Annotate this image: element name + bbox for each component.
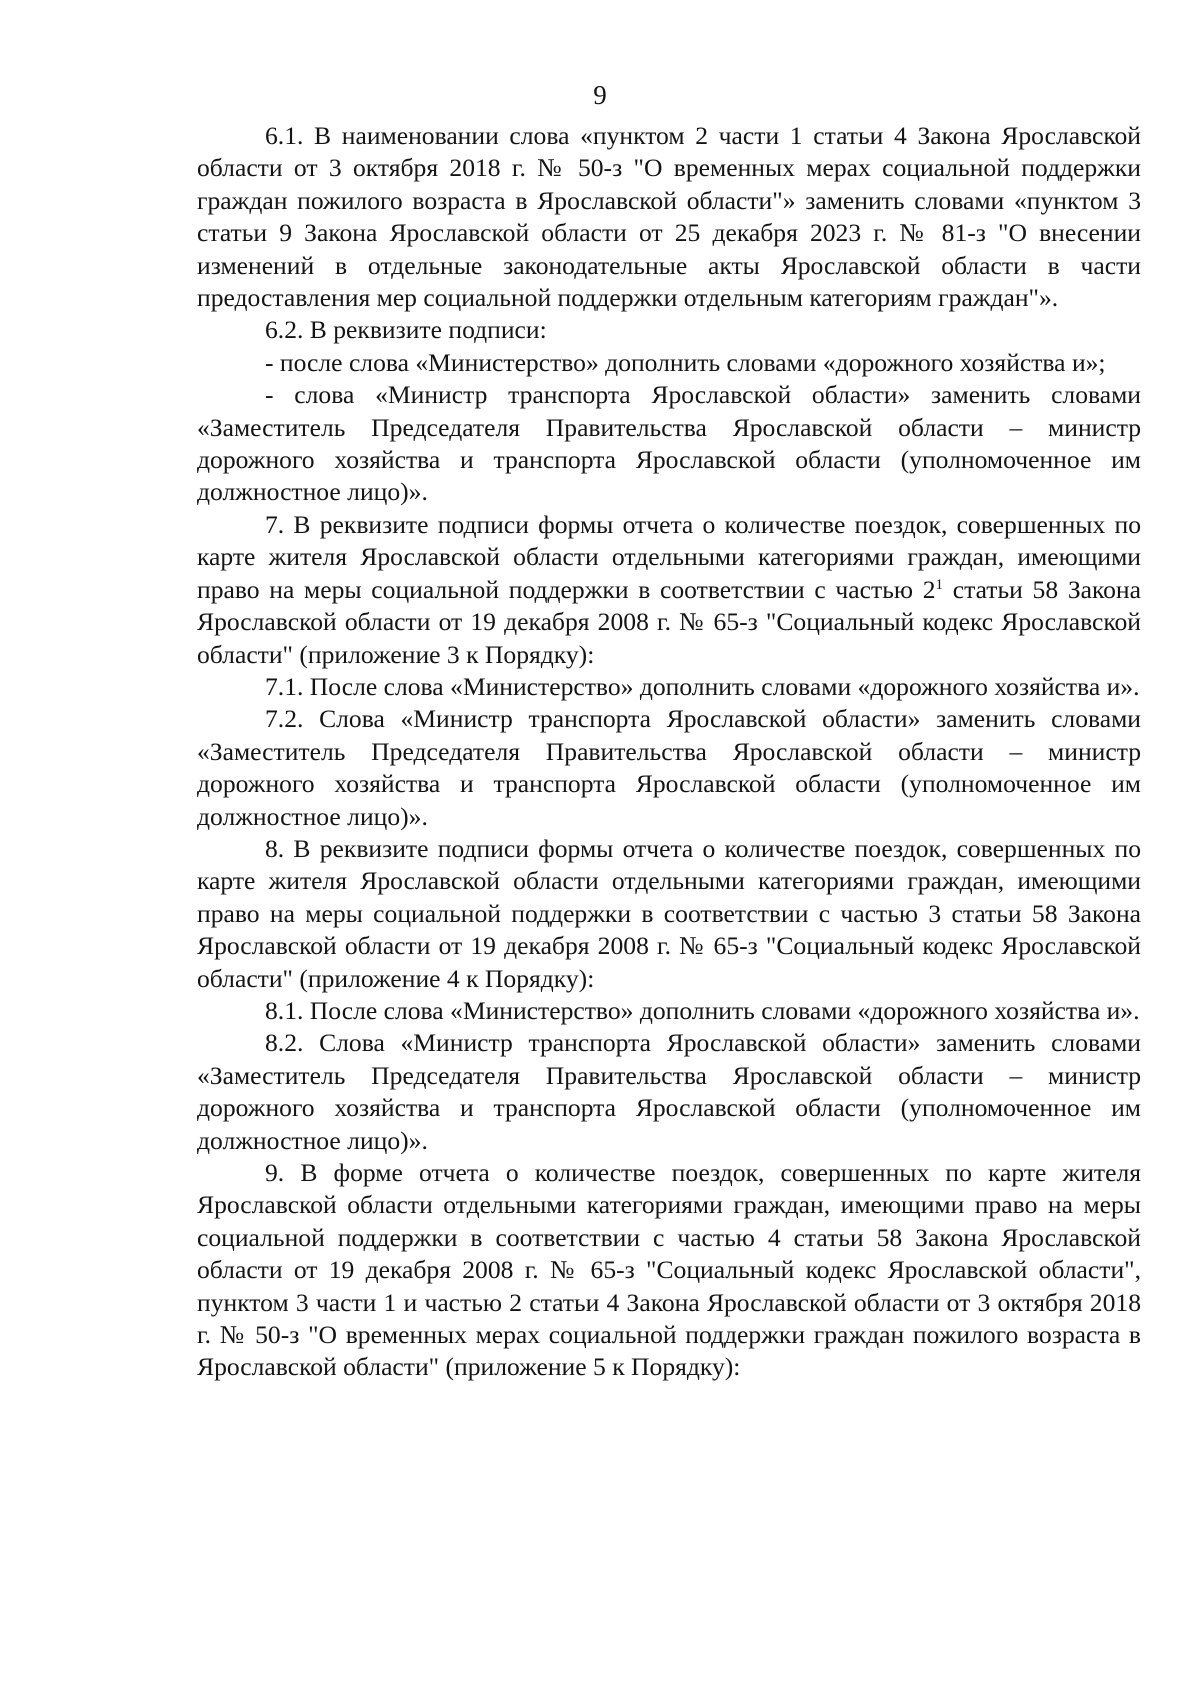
superscript-one: 1 xyxy=(935,576,943,593)
paragraph-7-2: 7.2. Слова «Министр транспорта Ярославской области» заменить словами «Заместитель Председателя Правительства Ярославской области – министр дорожного хозяйства и транспорта Ярославской области (уполномоченное им должностное лицо)». xyxy=(197,704,1141,831)
paragraph-6-2-item-1: - после слова «Министерство» дополнить словами «дорожного хозяйства и»; xyxy=(265,347,1106,377)
paragraph-6-1: 6.1. В наименовании слова «пунктом 2 части 1 статьи 4 Закона Ярославской области от 3 октября 2018 г. № 50-з "О временных мерах социальной поддержки граждан пожилого возраста в Ярославской области"» заменить словами «пунктом 3 статьи 9 Закона Ярославской области от 25 декабря 2023 г. № 81-з "О внесении изменений в отдельные законодательные акты Ярославской области в части предоставления мер социальной поддержки отдельным категориям граждан"». xyxy=(197,121,1141,313)
paragraph-7-text-start: 7. В реквизите подписи формы отчета о количестве поездок, совершенных по карте жителя Ярославской области отдельными категориями граждан, имеющими право на меры социальной поддержки в соответствии с частью 2 xyxy=(197,509,1141,604)
paragraph-8-2: 8.2. Слова «Министр транспорта Ярославской области» заменить словами «Заместитель Председателя Правительства Ярославской области – министр дорожного хозяйства и транспорта Ярославской области (уполномоченное им должностное лицо)». xyxy=(197,1028,1141,1155)
document-body xyxy=(197,120,1141,1384)
page-number: 9 xyxy=(593,80,607,110)
paragraph-8-1: 8.1. После слова «Министерство» дополнить словами «дорожного хозяйства и». xyxy=(265,995,1140,1025)
paragraph-9: 9. В форме отчета о количестве поездок, совершенных по карте жителя Ярославской области отдельными категориями граждан, имеющими право на меры социальной поддержки в соответствии с частью 4 статьи 58 Закона Ярославской области от 19 декабря 2008 г. № 65-з "Социальный кодекс Ярославской области", пунктом 3 части 1 и частью 2 статьи 4 Закона Ярославской области от 3 октября 2018 г. № 50-з "О временных мерах социальной поддержки граждан пожилого возраста в Ярославской области" (приложение 5 к Порядку): xyxy=(197,1158,1141,1382)
paragraph-7-1: 7.1. После слова «Министерство» дополнить словами «дорожного хозяйства и». xyxy=(265,671,1140,701)
paragraph-8: 8. В реквизите подписи формы отчета о количестве поездок, совершенных по карте жителя Ярославской области отдельными категориями граждан, имеющими право на меры социальной поддержки в соответствии с частью 3 статьи 58 Закона Ярославской области от 19 декабря 2008 г. № 65-з "Социальный кодекс Ярославской области" (приложение 4 к Порядку): xyxy=(197,833,1141,993)
paragraph-7-text-end: статьи 58 Закона Ярославской области от 19 декабря 2008 г. № 65-з "Социальный кодекс Ярославской области" (приложение 3 к Порядку): xyxy=(197,574,1141,669)
paragraph-6-2-item-2: - слова «Министр транспорта Ярославской области» заменить словами «Заместитель Председателя Правительства Ярославской области – министр дорожного хозяйства и транспорта Ярославской области (уполномоченное им должностное лицо)». xyxy=(197,380,1141,507)
paragraph-6-2: 6.2. В реквизите подписи: xyxy=(265,315,547,345)
paragraph-7 xyxy=(197,509,1141,671)
